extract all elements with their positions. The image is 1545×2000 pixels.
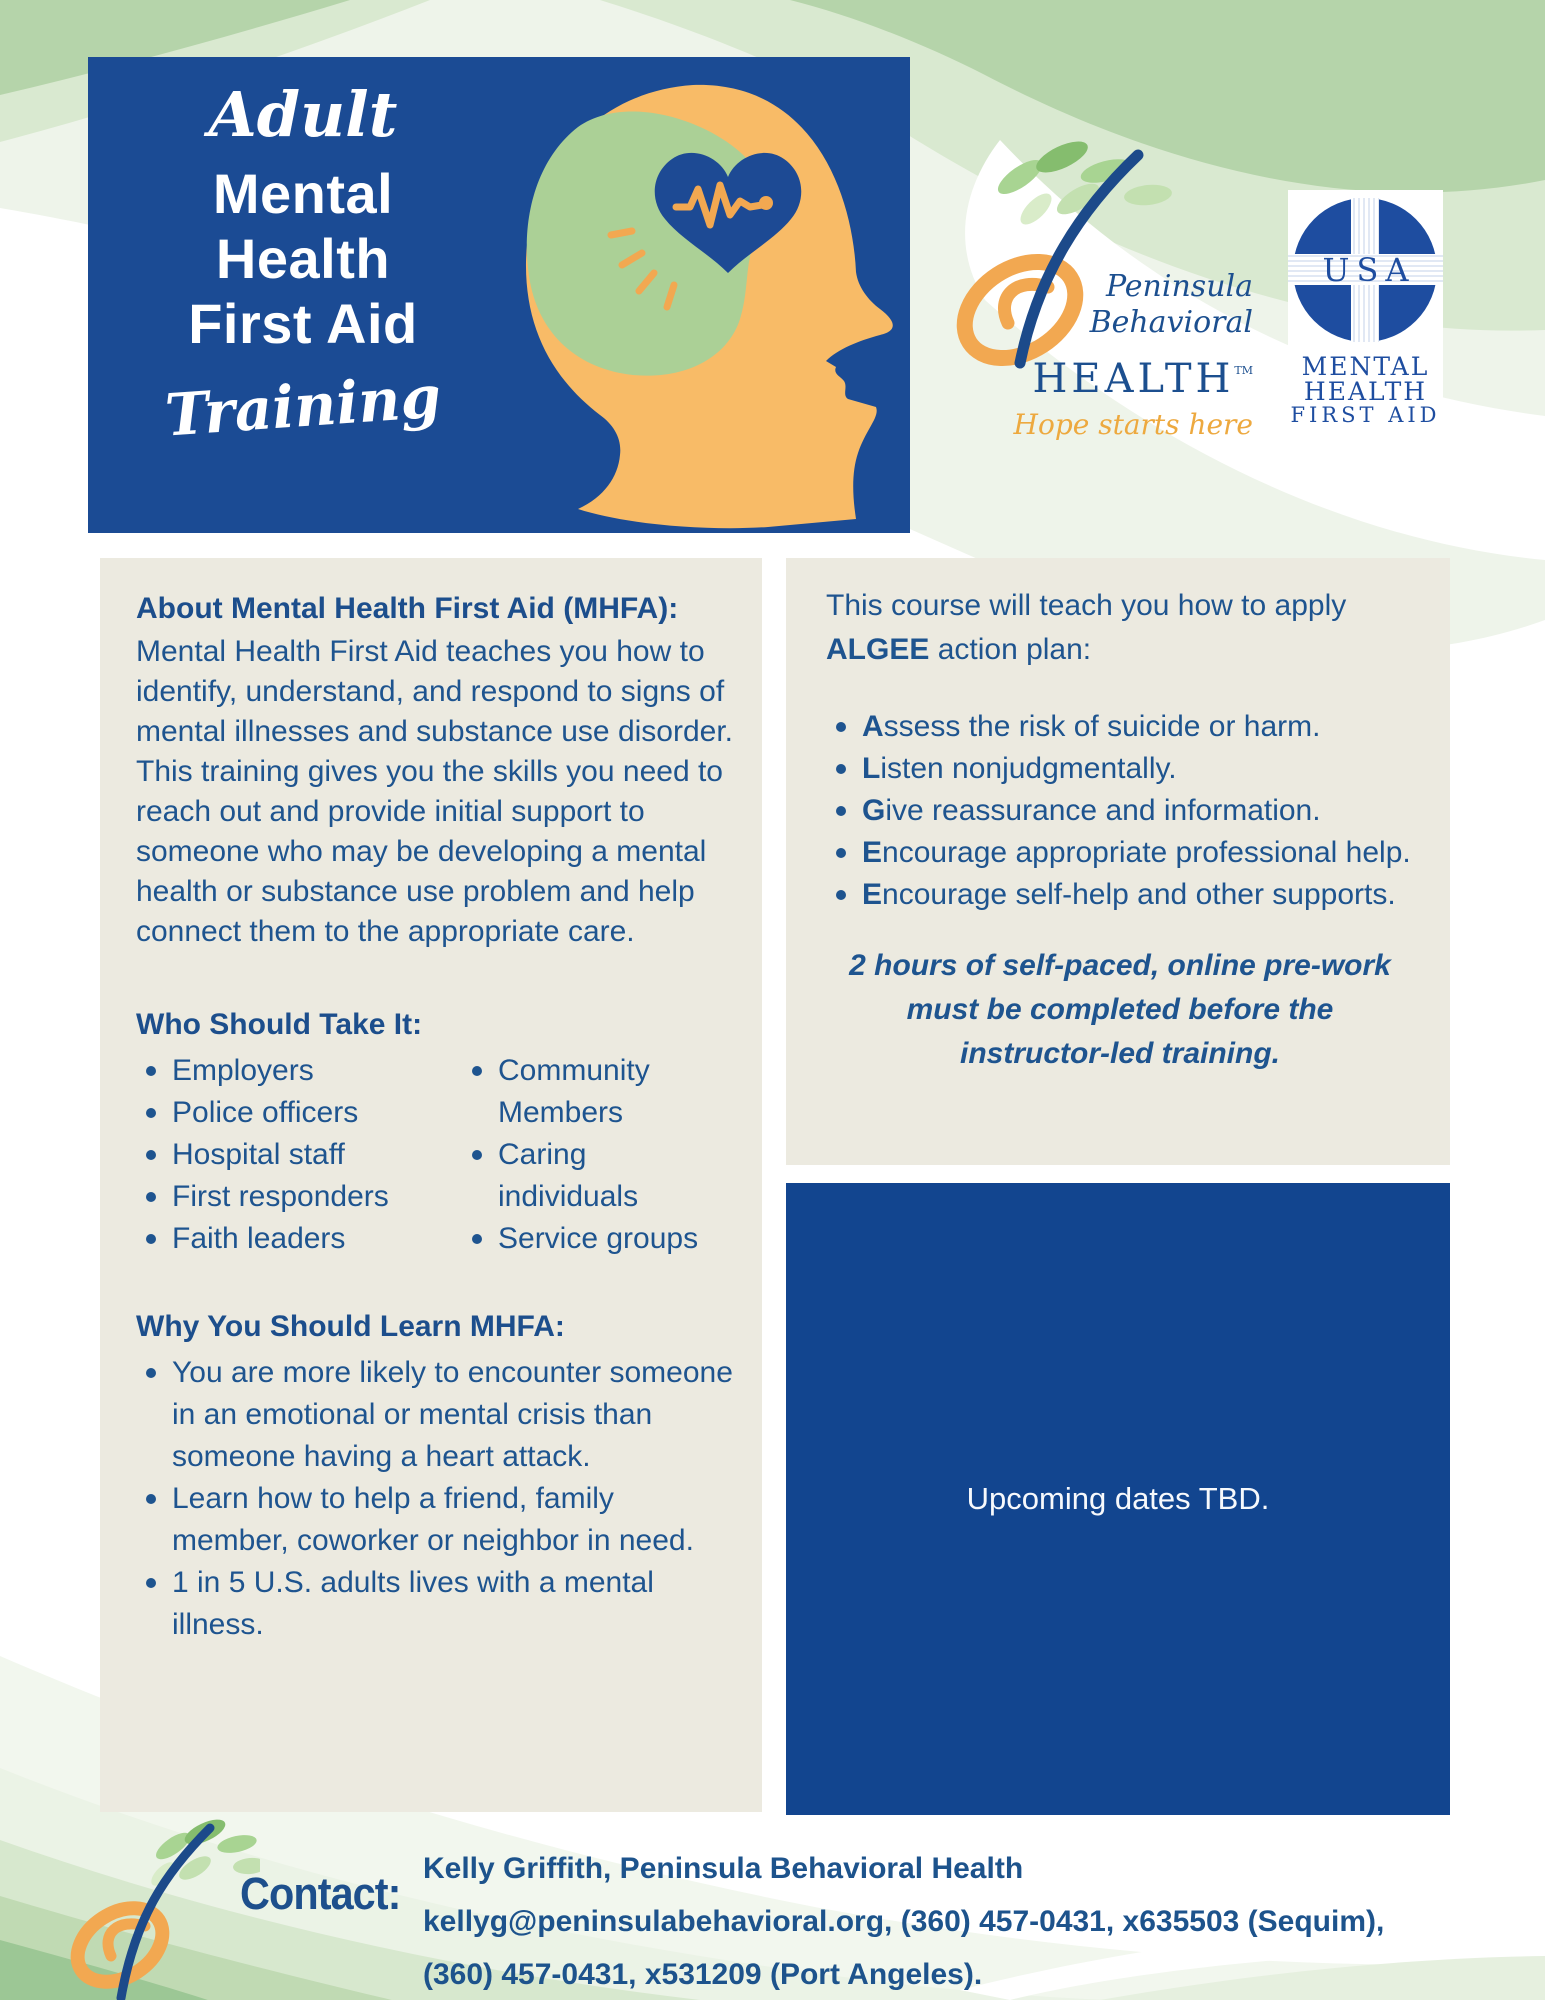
contact-info: [423, 1842, 1483, 2000]
list-item: First responders: [136, 1176, 436, 1218]
list-item: Faith leaders: [136, 1218, 436, 1260]
header-title-line-1: Mental: [212, 162, 394, 225]
list-item: Police officers: [136, 1092, 436, 1134]
algee-rest: isten nonjudgmentally.: [880, 752, 1177, 785]
pbh-logo-text: [920, 269, 1253, 445]
algee-initial: E: [862, 836, 883, 869]
algee-rest: ive reassurance and information.: [885, 794, 1321, 827]
header-title-line-2: Health: [215, 227, 391, 290]
list-item: [826, 790, 1414, 832]
pbh-name-line-3: [920, 345, 1253, 405]
contact-line-email-phone: kellyg@peninsulabehavioral.org, (360) 457-0431, x635503 (Sequim),: [423, 1905, 1385, 1938]
list-item: [826, 748, 1414, 790]
course-panel: [786, 558, 1450, 1165]
course-intro: [826, 584, 1414, 672]
list-item: [826, 874, 1414, 916]
mhfa-wordmark: [1288, 354, 1443, 427]
algee-rest: ssess the risk of suicide or harm.: [883, 710, 1321, 743]
mhfa-word-health: HEALTH: [1303, 377, 1428, 406]
head-illustration: [428, 57, 910, 533]
algee-initial: A: [862, 710, 884, 743]
header-banner: [88, 57, 910, 533]
list-item: [826, 832, 1414, 874]
why-heading: Why You Should Learn MHFA:: [136, 1310, 565, 1343]
contact-label: Contact:: [240, 1868, 401, 1919]
pbh-tagline: Hope starts here: [1013, 408, 1253, 441]
who-heading: Who Should Take It:: [136, 1008, 423, 1041]
list-item: Community Members: [462, 1050, 714, 1134]
pbh-trademark: TM: [1234, 364, 1253, 377]
pbh-logo: [920, 135, 1265, 480]
mhfa-usa-logo: [1288, 190, 1443, 442]
header-script-training: Training: [162, 362, 444, 450]
pbh-name-line-2: Behavioral: [1089, 305, 1253, 340]
footer-logo-mark-icon: [45, 1818, 260, 2000]
who-list-right: [462, 1050, 714, 1260]
algee-word: ALGEE: [826, 633, 930, 666]
pbh-name-line-1: Peninsula: [1105, 269, 1253, 304]
mhfa-word-firstaid: FIRST AID: [1290, 403, 1441, 427]
usa-label: USA: [1322, 251, 1416, 289]
pbh-health-word: HEALTH: [1032, 356, 1235, 402]
dates-box: [786, 1183, 1450, 1815]
algee-list: [826, 706, 1414, 916]
list-item: [826, 706, 1414, 748]
prework-note: 2 hours of self-paced, online pre-work must be completed before the instructor-led training.: [849, 949, 1391, 1070]
algee-initial: L: [862, 752, 881, 785]
algee-initial: E: [862, 878, 883, 911]
algee-rest: ncourage self-help and other supports.: [882, 878, 1396, 911]
list-item: 1 in 5 U.S. adults lives with a mental illness.: [136, 1562, 734, 1646]
who-lists: [136, 1046, 734, 1260]
who-list-left: [136, 1050, 436, 1260]
list-item: Hospital staff: [136, 1134, 436, 1176]
mhfa-word-mental: MENTAL: [1301, 352, 1430, 381]
list-item: You are more likely to encounter someone in an emotional or mental crisis than someone having a heart attack.: [136, 1352, 734, 1478]
list-item: Service groups: [462, 1218, 714, 1260]
contact-line-phone2: (360) 457-0431, x531209 (Port Angeles).: [423, 1958, 983, 1991]
about-panel: [100, 558, 762, 1812]
intro-text-after: action plan:: [929, 633, 1092, 666]
list-item: Employers: [136, 1050, 436, 1092]
about-body: Mental Health First Aid teaches you how to identify, understand, and respond to signs of mental illnesses and substance use disorder. This training gives you the skills you need to reach out and provide initial support to someone who may be developing a mental health or substance use problem and help connect them to the appropriate care.: [136, 635, 734, 948]
header-title-line-3: First Aid: [188, 292, 418, 355]
contact-line-name: Kelly Griffith, Peninsula Behavioral Health: [423, 1852, 1024, 1885]
dates-text: Upcoming dates TBD.: [966, 1481, 1270, 1516]
pulse-dot-icon: [759, 196, 773, 210]
list-item: Learn how to help a friend, family member, coworker or neighbor in need.: [136, 1478, 734, 1562]
header-script-adult: Adult: [208, 78, 398, 151]
algee-initial: G: [862, 794, 886, 827]
why-list: [136, 1352, 734, 1646]
algee-rest: ncourage appropriate professional help.: [882, 836, 1411, 869]
list-item: Caring individuals: [462, 1134, 714, 1218]
about-heading: About Mental Health First Aid (MHFA):: [136, 592, 679, 625]
intro-text: This course will teach you how to apply: [826, 589, 1347, 622]
